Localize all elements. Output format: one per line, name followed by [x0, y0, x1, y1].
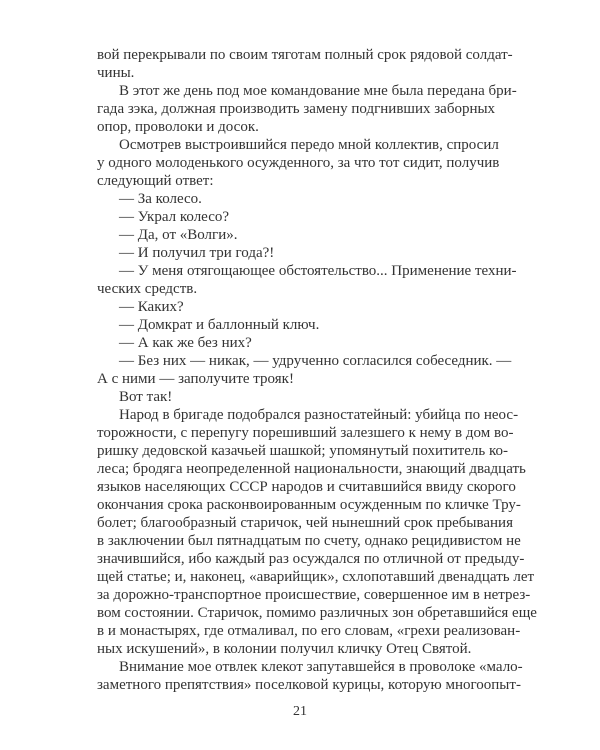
- text-line: чины.: [97, 65, 135, 81]
- text-line: щей статье; и, наконец, «аварийщик», схлопотавший двенадцать лет: [97, 569, 535, 585]
- text-line: у одного молоденького осужденного, за что тот сидит, получив: [97, 155, 500, 171]
- text-line: В этот же день под мое командование мне была передана бри-: [119, 83, 517, 99]
- text-line: ческих средств.: [97, 281, 198, 297]
- text-line: ришку дедовской казачьей шашкой; упомянутый похититель ко-: [97, 443, 508, 459]
- text-line: языков населяющих СССР народов и считавшийся ввиду скорого: [97, 479, 516, 495]
- text-line: значившийся, ибо каждый раз осуждался по отличной от предыду-: [97, 551, 525, 567]
- book-page-text: [97, 46, 537, 694]
- text-line: в заключении был пятнадцатым по счету, однако рецидивистом не: [97, 533, 521, 549]
- text-line: — Домкрат и баллонный ключ.: [119, 317, 320, 333]
- text-line: вой перекрывали по своим тяготам полный срок рядовой солдат-: [97, 47, 513, 63]
- text-line: Осмотрев выстроившийся передо мной коллектив, спросил: [119, 137, 499, 153]
- page-number: 21: [293, 704, 307, 719]
- text-line: — Каких?: [119, 299, 184, 315]
- text-line: торожности, с перепугу порешивший залезшего к нему в дом во-: [97, 425, 514, 441]
- text-line: в и монастырях, где отмаливал, по его словам, «грехи реализован-: [97, 623, 521, 639]
- text-line: леса; бродяга неопределенной национальности, знающий двадцать: [97, 461, 526, 477]
- text-line: вом состоянии. Старичок, помимо различных зон обретавшийся еще: [97, 605, 537, 621]
- text-line: — За колесо.: [119, 191, 202, 207]
- text-line: — А как же без них?: [119, 335, 252, 351]
- text-line: — Без них — никак, — удрученно согласился собеседник. —: [119, 353, 512, 369]
- text-line: болет; благообразный старичок, чей нынешний срок пребывания: [97, 515, 513, 531]
- text-line: окончания срока расконвоированным осужденным по кличке Тру-: [97, 497, 521, 513]
- text-line: — Украл колесо?: [119, 209, 230, 225]
- text-line: опор, проволоки и досок.: [97, 119, 259, 135]
- text-line: ных искушений», в колонии получил кличку Отец Святой.: [97, 641, 472, 657]
- text-line: — Да, от «Волги».: [119, 227, 238, 243]
- text-line: Вот так!: [119, 389, 173, 405]
- text-line: заметного препятствия» поселковой курицы, которую многоопыт-: [97, 677, 521, 693]
- text-line: Народ в бригаде подобрался разностатейный: убийца по неос-: [119, 407, 519, 423]
- text-line: А с ними — заполучите трояк!: [97, 371, 294, 387]
- text-line: следующий ответ:: [97, 173, 214, 189]
- text-line: Внимание мое отвлек клекот запутавшейся в проволоке «мало-: [119, 659, 523, 675]
- text-line: — У меня отягощающее обстоятельство... Применение техни-: [119, 263, 517, 279]
- text-line: — И получил три года?!: [119, 245, 275, 261]
- text-line: за дорожно-транспортное происшествие, совершенное им в нетрез-: [97, 587, 531, 603]
- text-line: гада зэка, должная производить замену подгнивших заборных: [97, 101, 496, 117]
